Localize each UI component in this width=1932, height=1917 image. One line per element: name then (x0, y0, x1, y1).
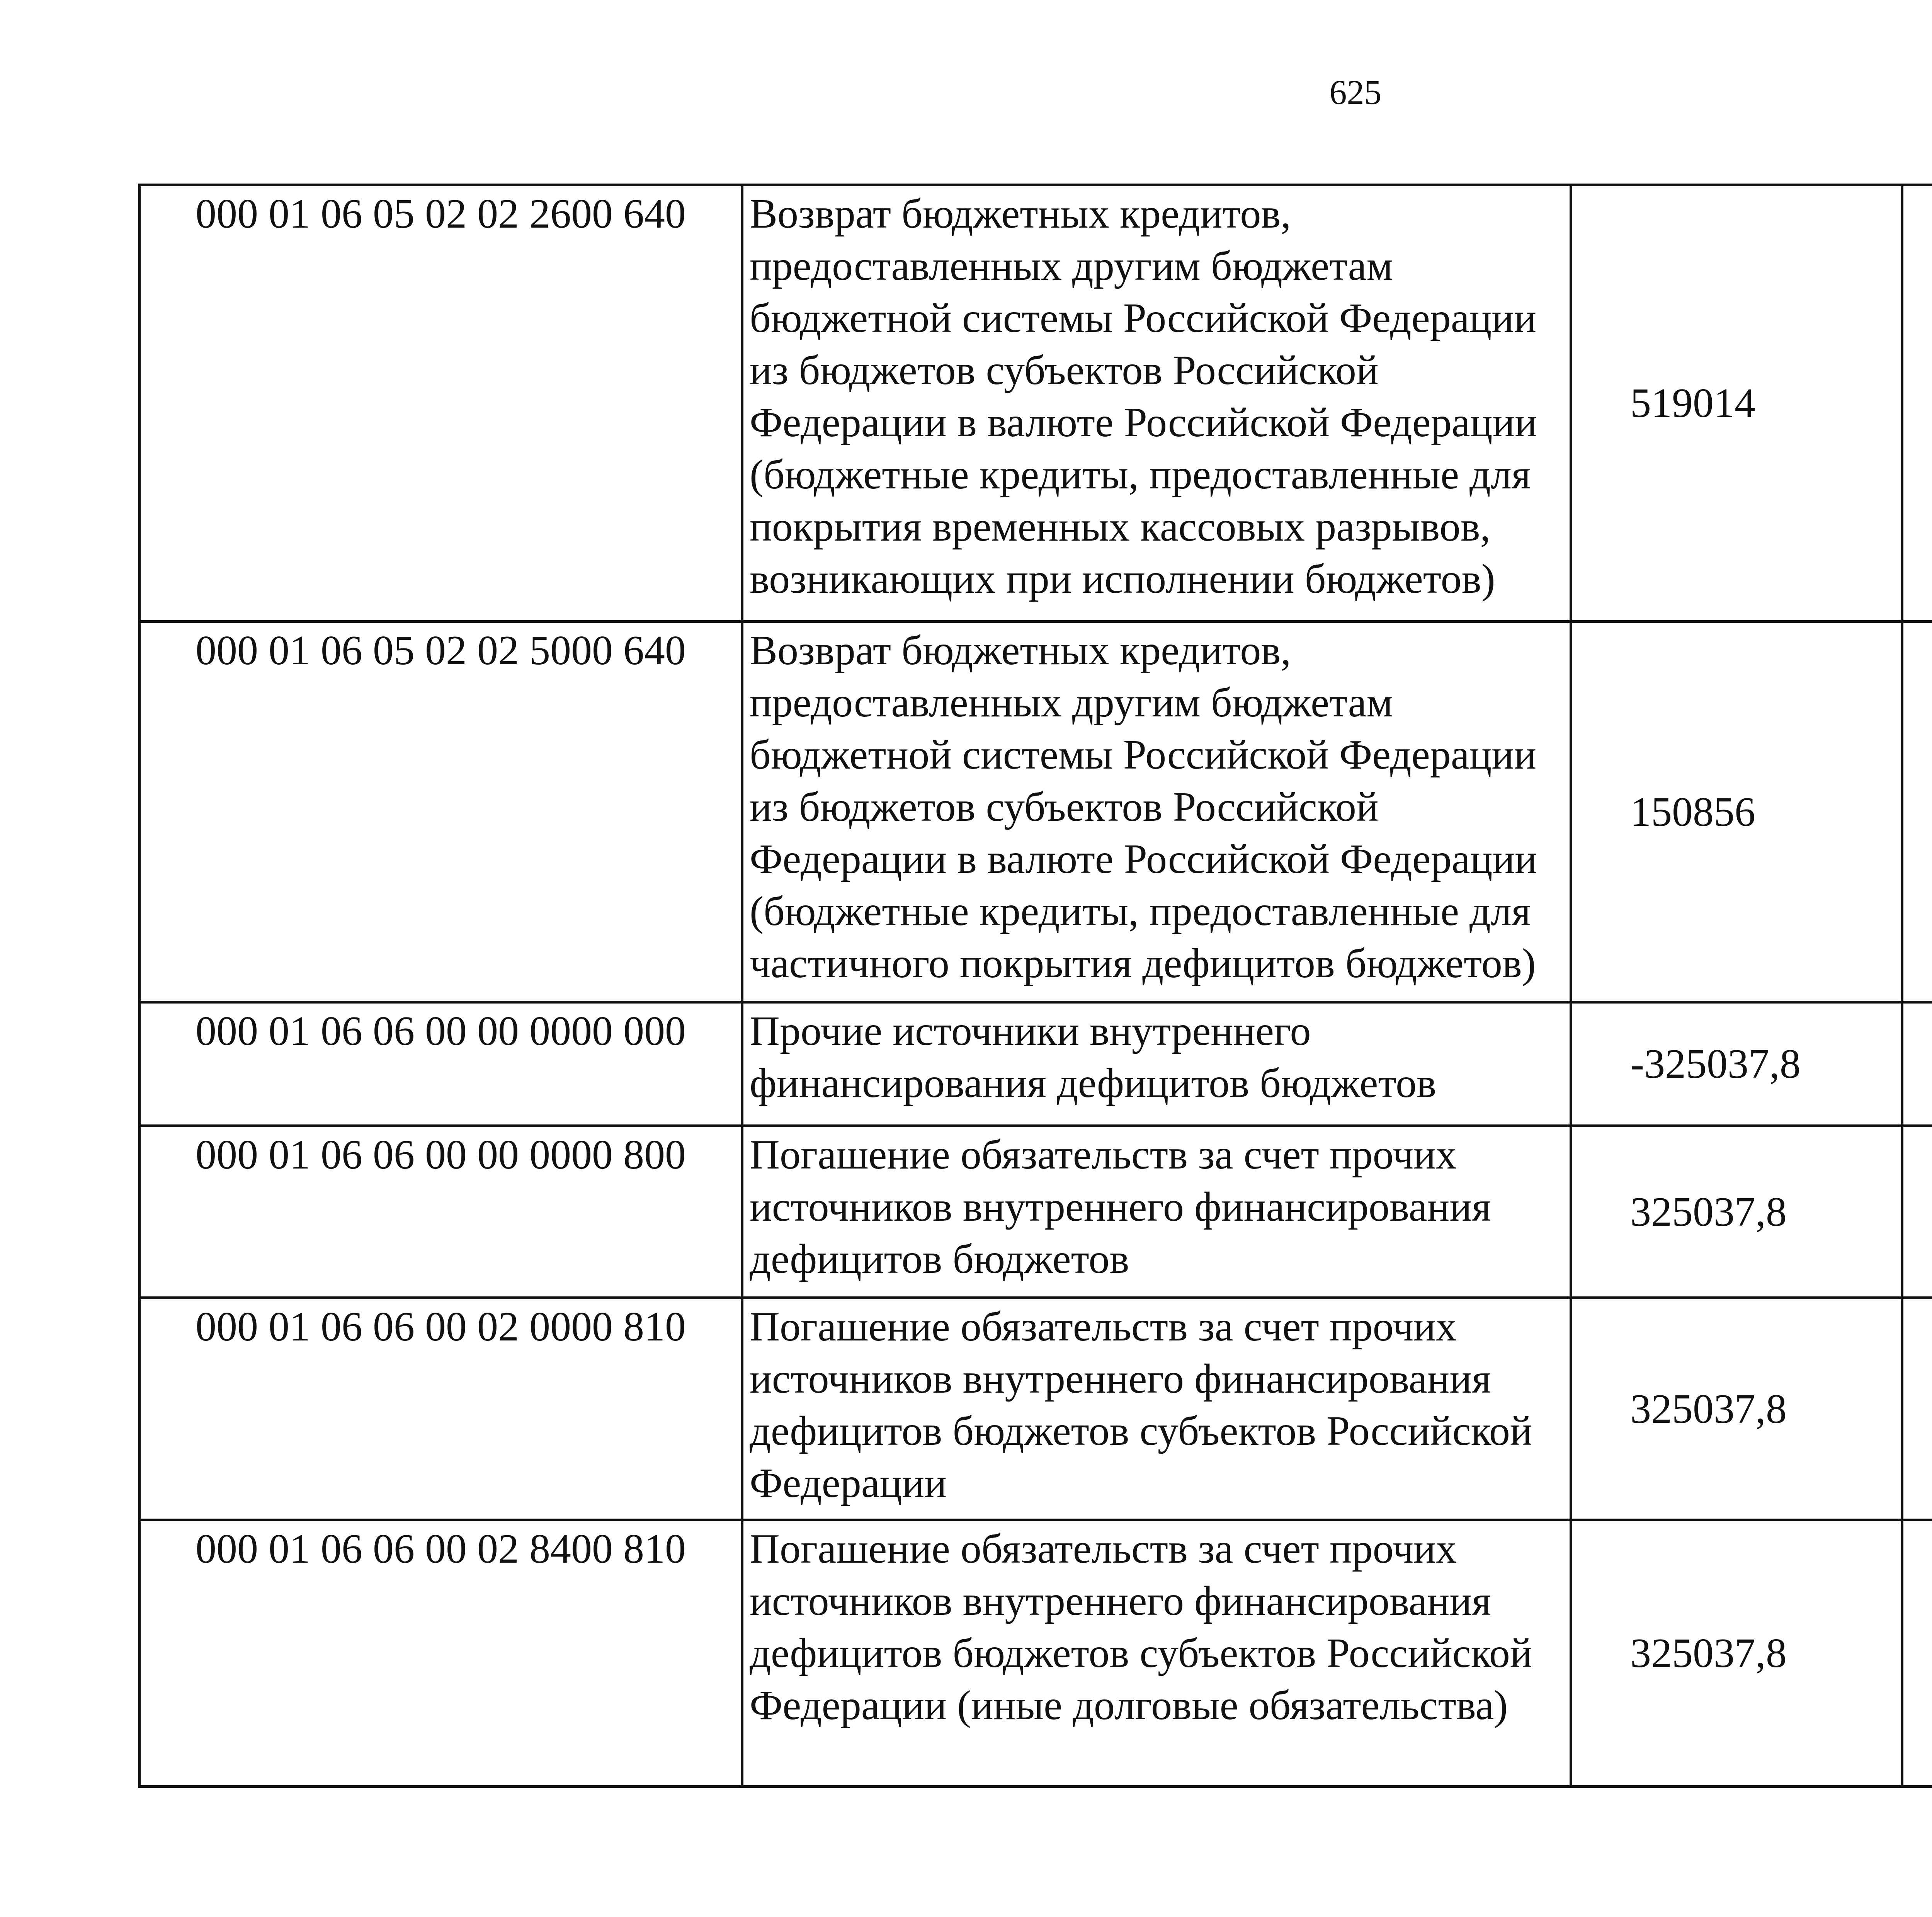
value-cell-2 (1902, 1298, 1932, 1520)
value-cell-1: 325037,8 (1571, 1298, 1902, 1520)
value-cell-1: -325037,8 (1571, 1002, 1902, 1126)
value-cell-2 (1902, 185, 1932, 622)
table-row (139, 1298, 1932, 1520)
budget-code-cell: 000 01 06 06 00 02 8400 810 (139, 1520, 742, 1787)
value-cell-1: 519014 (1571, 185, 1902, 622)
description-cell: Погашение обязательств за счет прочих источников внутреннего финансирования дефицитов бюджетов (742, 1126, 1571, 1298)
table-row (139, 1126, 1932, 1298)
budget-code-cell: 000 01 06 06 00 02 0000 810 (139, 1298, 742, 1520)
value-cell-2 (1902, 622, 1932, 1002)
budget-code-cell: 000 01 06 05 02 02 5000 640 (139, 622, 742, 1002)
value-cell-2 (1902, 1002, 1932, 1126)
description-cell: Прочие источники внутреннего финансирования дефицитов бюджетов (742, 1002, 1571, 1126)
description-cell: Возврат бюджетных кредитов, предоставленных другим бюджетам бюджетной системы Российской Федерации из бюджетов субъектов Российской Федерации в валюте Российской Федерации (бюджетные кредиты, предоставленные для покрытия временных кассовых разрывов, возникающих при исполнении бюджетов) (742, 185, 1571, 622)
budget-code-cell: 000 01 06 06 00 00 0000 800 (139, 1126, 742, 1298)
budget-code-cell: 000 01 06 06 00 00 0000 000 (139, 1002, 742, 1126)
value-cell-1: 150856 (1571, 622, 1902, 1002)
table-row (139, 622, 1932, 1002)
description-cell: Погашение обязательств за счет прочих источников внутреннего финансирования дефицитов бюджетов субъектов Российской Федерации (742, 1298, 1571, 1520)
value-cell-1: 325037,8 (1571, 1520, 1902, 1787)
value-cell-2 (1902, 1126, 1932, 1298)
description-cell: Возврат бюджетных кредитов, предоставленных другим бюджетам бюджетной системы Российской Федерации из бюджетов субъектов Российской Федерации в валюте Российской Федерации (бюджетные кредиты, предоставленные для частичного покрытия дефицитов бюджетов) (742, 622, 1571, 1002)
table-row (139, 185, 1932, 622)
description-cell: Погашение обязательств за счет прочих источников внутреннего финансирования дефицитов бюджетов субъектов Российской Федерации (иные долговые обязательства) (742, 1520, 1571, 1787)
page-number: 625 (1329, 73, 1382, 112)
table-row (139, 1002, 1932, 1126)
value-cell-1: 325037,8 (1571, 1126, 1902, 1298)
budget-code-cell: 000 01 06 05 02 02 2600 640 (139, 185, 742, 622)
budget-sources-table (138, 184, 1932, 1788)
table-row (139, 1520, 1932, 1787)
value-cell-2 (1902, 1520, 1932, 1787)
